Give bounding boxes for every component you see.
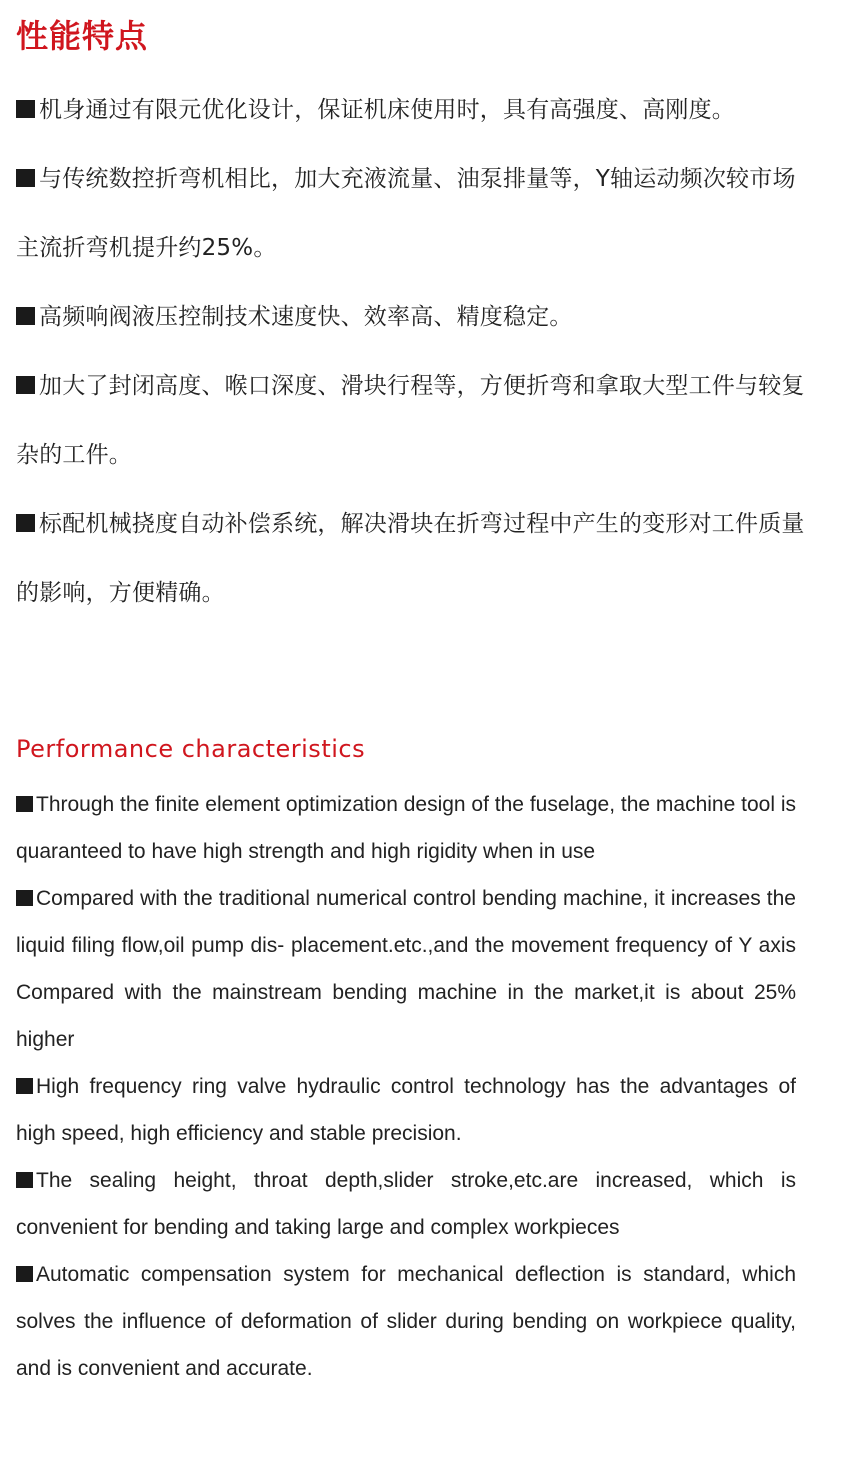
chinese-feature-text: 加大了封闭高度、喉口深度、滑块行程等，方便折弯和拿取大型工件与较复杂的工件。 xyxy=(16,373,805,468)
square-bullet-icon xyxy=(16,1172,33,1188)
english-feature-text: Automatic compensation system for mechanical deflection is standard, which solves the influence of deformation of slider during bending on workpiece quality, and is convenient and accurate. xyxy=(16,1263,796,1380)
square-bullet-icon xyxy=(16,169,35,187)
chinese-feature-text: 机身通过有限元优化设计，保证机床使用时，具有高强度、高刚度。 xyxy=(39,97,735,123)
english-feature-item xyxy=(16,781,796,875)
square-bullet-icon xyxy=(16,514,35,532)
square-bullet-icon xyxy=(16,796,33,812)
english-feature-text: The sealing height, throat depth,slider stroke,etc.are increased, which is convenient for bending and taking large and complex workpieces xyxy=(16,1169,796,1239)
english-feature-item xyxy=(16,1157,796,1251)
english-feature-item xyxy=(16,875,796,1063)
chinese-feature-item xyxy=(16,490,806,628)
square-bullet-icon xyxy=(16,100,35,118)
chinese-feature-item xyxy=(16,283,806,352)
chinese-feature-list xyxy=(16,76,806,628)
square-bullet-icon xyxy=(16,376,35,394)
chinese-feature-item xyxy=(16,352,806,490)
english-feature-text: Through the finite element optimization design of the fuselage, the machine tool is quaranteed to have high strength and high rigidity when in use xyxy=(16,793,796,863)
chinese-feature-text: 与传统数控折弯机相比，加大充液流量、油泵排量等，Y轴运动频次较市场主流折弯机提升约25%。 xyxy=(16,166,796,261)
english-feature-text: Compared with the traditional numerical control bending machine, it increases the liquid filing flow,oil pump dis- placement.etc.,and the movement frequency of Y axis Compared with the mainstream bending machine in the market,it is about 25% higher xyxy=(16,887,796,1051)
square-bullet-icon xyxy=(16,890,33,906)
chinese-section-title: 性能特点 xyxy=(16,17,149,55)
square-bullet-icon xyxy=(16,307,35,325)
chinese-feature-item xyxy=(16,76,806,145)
chinese-feature-item xyxy=(16,145,806,283)
english-feature-item xyxy=(16,1063,796,1157)
square-bullet-icon xyxy=(16,1266,33,1282)
english-feature-text: High frequency ring valve hydraulic control technology has the advantages of high speed, high efficiency and stable precision. xyxy=(16,1075,796,1145)
chinese-feature-text: 标配机械挠度自动补偿系统，解决滑块在折弯过程中产生的变形对工件质量的影响，方便精确。 xyxy=(16,511,805,606)
chinese-feature-text: 高频响阀液压控制技术速度快、效率高、精度稳定。 xyxy=(39,304,573,330)
square-bullet-icon xyxy=(16,1078,33,1094)
english-feature-list xyxy=(16,781,796,1392)
english-section-title: Performance characteristics xyxy=(16,735,366,763)
english-feature-item xyxy=(16,1251,796,1392)
